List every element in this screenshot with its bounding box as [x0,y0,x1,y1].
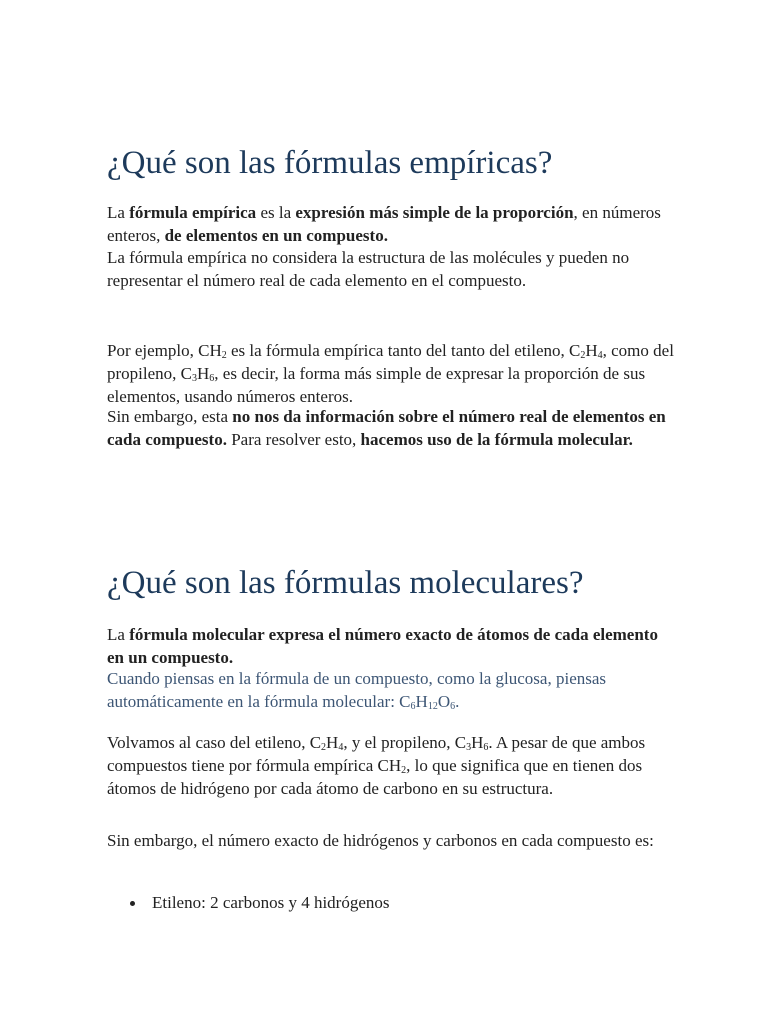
paragraph-molecular-definition: La fórmula molecular expresa el número exacto de átomos de cada elemento en un compuesto. [107,625,658,667]
section-title-molecular: ¿Qué son las fórmulas moleculares? [107,565,584,601]
paragraph-glucose: Cuando piensas en la fórmula de un compuesto, como la glucosa, piensas automáticamente en la fórmula molecular: $C_6H_{12}O_6$. [107,669,607,712]
paragraph-ethylene-propylene: Volvamos al caso del etileno, $C_2H_4$, y el propileno, $C_3H_6$. A pesar de que ambos compuestos tiene por fórmula empírica $CH_2$, lo que significa que en tienen dos átomos de hidrógeno por cada átomo de carbono en su estructura. [107,733,646,798]
section-title-empirical: ¿Qué son las fórmulas empíricas? [107,145,553,181]
compound-list [107,891,390,914]
paragraph-example: Por ejemplo, $CH_2$ es la fórmula empírica tanto del tanto del etileno, $C_2H_4$, como del propileno, $C_3H_6$, es decir, la forma más simple de expresar la proporción de sus elementos, usando números enteros. [107,341,674,406]
paragraph-empirical-note: La fórmula empírica no considera la estructura de las molécules y pueden no representar el número real de cada elemento en el compuesto. [107,248,630,290]
paragraph-empirical-definition: La fórmula empírica es la expresión más simple de la proporción, en números enteros, de elementos en un compuesto. [107,203,661,245]
paragraph-limitation: Sin embargo, esta no nos da información sobre el número real de elementos en cada compuesto. Para resolver esto, hacemos uso de la fórmula molecular. [107,407,666,449]
list-item: Etileno: 2 carbonos y 4 hidrógenos [107,891,390,914]
paragraph-exact-count: Sin embargo, el número exacto de hidrógenos y carbonos en cada compuesto es: [107,831,654,850]
